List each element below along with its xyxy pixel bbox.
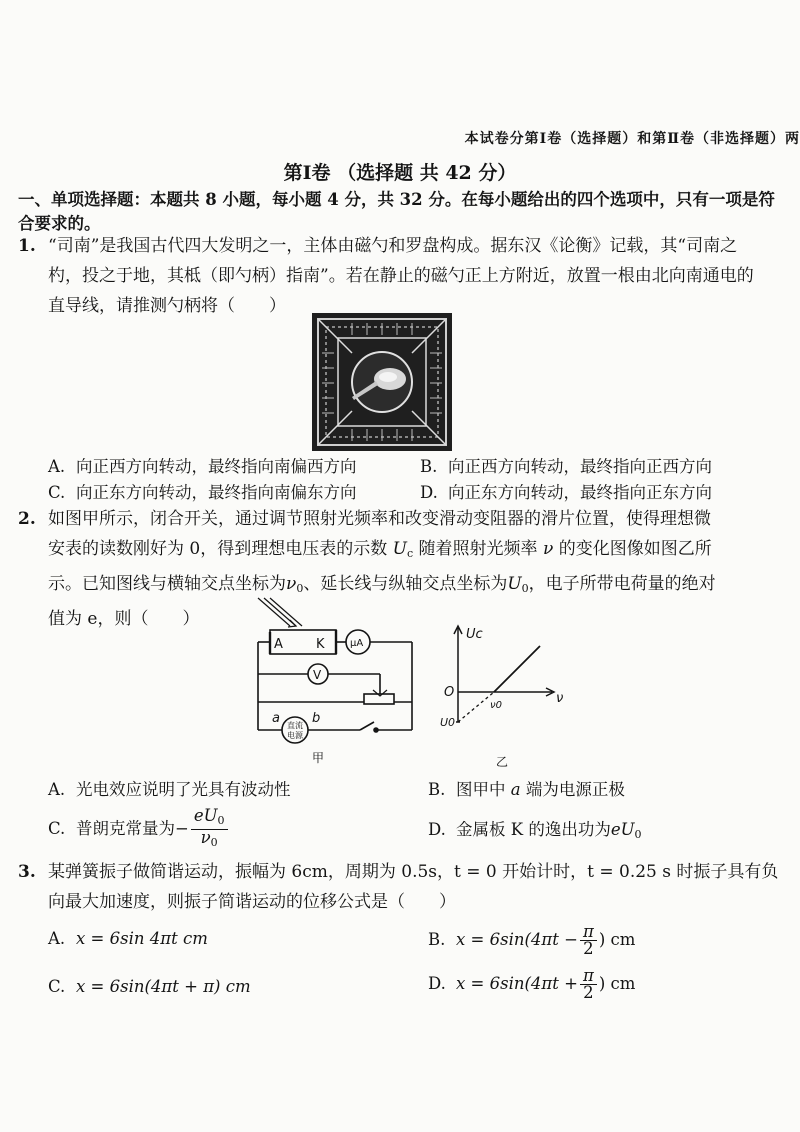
q2-graph-figure [436, 622, 566, 772]
q2-graph-x-label: ν [556, 691, 564, 706]
section-title: 第Ⅰ卷 （选择题 共 42 分） [283, 162, 517, 184]
q2-option-c[interactable]: C. 普朗克常量为− $\frac{eU_0}{\nu_0}$ [48, 808, 230, 851]
q3-option-b[interactable]: B. x = 6sin(4πt − $\frac{\pi}{2}$ ) cm [428, 922, 636, 958]
q2-line3: 示。已知图线与横轴交点坐标为$\nu_0$、延长线与纵轴交点坐标为$U_0$，电子所带电荷量的绝对 [48, 574, 716, 595]
q2-circuit-figure [250, 596, 430, 766]
q2-source-label-1: 直流 [287, 721, 303, 730]
q3-number: 3. [18, 862, 36, 882]
q3-option-a-text: x = 6sin 4πt cm [76, 929, 208, 948]
section-instruction: 一、单项选择题：本题共 8 小题，每小题 4 分，共 32 分。在每小题给出的四个选项中，只有一项是符合要求的。 [18, 190, 775, 233]
q2-caption-yi: 乙 [496, 755, 509, 769]
q1-option-d[interactable]: D. 向正东方向转动，最终指向正东方向 [420, 483, 712, 502]
q2-microammeter-label: μA [350, 638, 364, 649]
q2-graph-y-label: Uc [466, 627, 483, 642]
sinan-compass-image [312, 313, 452, 451]
q2-option-a[interactable]: A. 光电效应说明了光具有波动性 [48, 780, 291, 799]
q2-graph-v0: ν0 [490, 700, 502, 711]
q3-line2: 向最大加速度，则振子简谐运动的位移公式是（ ） [48, 892, 456, 912]
q2-label-a-plate: A [274, 637, 283, 652]
q2-number: 2. [18, 509, 36, 529]
q2-option-d[interactable]: D. 金属板 K 的逸出功为$eU_0$ [428, 820, 642, 841]
q2-terminal-a: a [272, 711, 280, 726]
q1-option-d-text: 向正东方向转动，最终指向正东方向 [448, 483, 712, 502]
q3-option-c-text: x = 6sin(4πt + π) cm [76, 977, 251, 996]
top-note: 本试卷分第Ⅰ卷（选择题）和第Ⅱ卷（非选择题）两 [464, 131, 800, 147]
q2-graph-origin: O [444, 685, 455, 700]
q1-option-a[interactable]: A. 向正西方向转动，最终指向南偏西方向 [48, 457, 357, 476]
q2-voltmeter-label: V [313, 668, 322, 682]
q2-line2: 安表的读数刚好为 0，得到理想电压表的示数 $U_c$ 随着照射光频率 ν 的变化图像如图乙所 [48, 539, 712, 560]
q1-option-c-text: 向正东方向转动，最终指向南偏东方向 [76, 483, 357, 502]
q1-option-a-text: 向正西方向转动，最终指向南偏西方向 [76, 457, 357, 476]
q1-option-c[interactable]: C. 向正东方向转动，最终指向南偏东方向 [48, 483, 357, 502]
q3-line1: 某弹簧振子做简谐运动，振幅为 6cm，周期为 0.5s，t = 0 开始计时，t = 0.25 s 时振子具有负 [48, 862, 779, 882]
q3-option-c[interactable]: C. x = 6sin(4πt + π) cm [48, 977, 251, 996]
q3-option-d[interactable]: D. x = 6sin(4πt + $\frac{\pi}{2}$ ) cm [428, 966, 636, 1002]
q2-line4: 值为 e，则（ ） [48, 609, 200, 629]
q2-graph-u0: U0 [440, 716, 456, 729]
q2-label-k-plate: K [316, 637, 325, 652]
q1-option-b-text: 向正西方向转动，最终指向正西方向 [448, 457, 712, 476]
q2-line1: 如图甲所示，闭合开关，通过调节照射光频率和改变滑动变阻器的滑片位置，使得理想微 [48, 509, 711, 529]
q2-caption-jia: 甲 [312, 751, 325, 765]
q2-source-label-2: 电源 [287, 731, 303, 740]
q1-option-b[interactable]: B. 向正西方向转动，最终指向正西方向 [420, 457, 712, 476]
q1-number: 1. [18, 236, 36, 256]
q3-text [48, 857, 788, 917]
q2-terminal-b: b [312, 711, 321, 726]
q2-option-a-text: 光电效应说明了光具有波动性 [76, 780, 291, 799]
q1-text: “司南”是我国古代四大发明之一，主体由磁勺和罗盘构成。据东汉《论衡》记载，其“司南之杓，投之于地，其柢（即勺柄）指南”。若在静止的磁勺正上方附近，放置一根由北向南通电的直导线，请推测勺柄将（ ） [48, 236, 754, 316]
q3-option-a[interactable]: A. x = 6sin 4πt cm [48, 929, 208, 948]
q2-option-b[interactable]: B. 图甲中 a 端为电源正极 [428, 780, 625, 799]
